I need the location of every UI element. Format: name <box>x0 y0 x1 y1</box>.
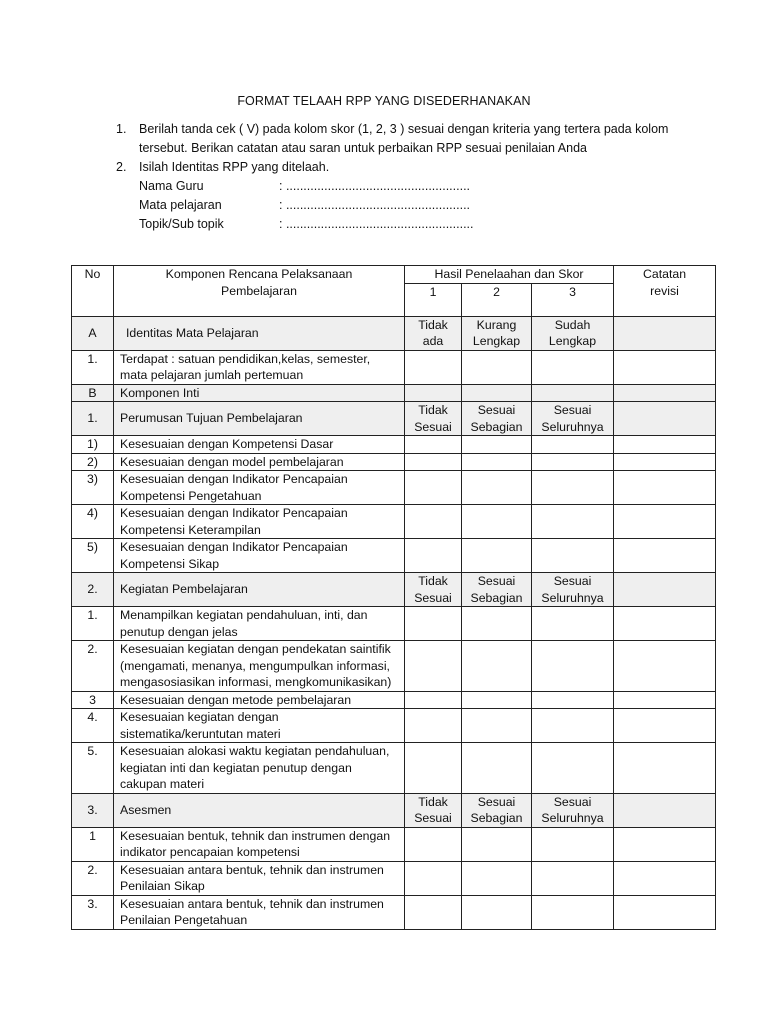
table-row <box>72 350 716 384</box>
table-row <box>72 827 716 861</box>
score-cell-2[interactable] <box>462 743 532 794</box>
instruction-number: 2. <box>116 160 127 174</box>
header-catatan: Catatan revisi <box>614 266 716 317</box>
score-cell-3[interactable] <box>532 350 614 384</box>
score-cell-2[interactable] <box>462 471 532 505</box>
item-text: Kesesuaian dengan Indikator Pencapaian Kompetensi Sikap <box>114 539 405 573</box>
score-cell-1[interactable] <box>405 709 462 743</box>
item-text: Kesesuaian alokasi waktu kegiatan pendahuluan, kegiatan inti dan kegiatan penutup dengan cakupan materi <box>114 743 405 794</box>
score-cell-2[interactable] <box>462 436 532 454</box>
header-score-3: 3 <box>532 283 614 316</box>
catatan-cell[interactable] <box>614 350 716 384</box>
instruction-item <box>116 120 686 158</box>
catatan-cell[interactable] <box>614 895 716 929</box>
section-score-label: Sesuai Sebagian <box>462 793 532 827</box>
catatan-cell[interactable] <box>614 607 716 641</box>
instruction-item <box>116 158 686 177</box>
score-cell-2[interactable] <box>462 895 532 929</box>
catatan-cell[interactable] <box>614 827 716 861</box>
section-score-label <box>462 384 532 402</box>
score-cell-1[interactable] <box>405 827 462 861</box>
document-title: FORMAT TELAAH RPP YANG DISEDERHANAKAN <box>237 94 531 108</box>
score-cell-1[interactable] <box>405 641 462 692</box>
field-label: Mata pelajaran <box>139 198 222 212</box>
field-topik <box>139 215 686 234</box>
instruction-text: Berilah tanda cek ( V) pada kolom skor (1, 2, 3 ) sesuai dengan kriteria yang tertera pada kolom tersebut. Berikan catatan atau saran untuk perbaikan RPP sesuai penilaian Anda <box>139 122 669 155</box>
catatan-cell[interactable] <box>614 641 716 692</box>
score-cell-3[interactable] <box>532 641 614 692</box>
section-score-label: Tidak Sesuai <box>405 573 462 607</box>
review-table-body <box>72 266 716 930</box>
header-hasil: Hasil Penelaahan dan Skor <box>405 266 614 284</box>
item-no: 1. <box>72 607 114 641</box>
catatan-cell[interactable] <box>614 505 716 539</box>
item-text: Kesesuaian dengan metode pembelajaran <box>114 691 405 709</box>
score-cell-3[interactable] <box>532 861 614 895</box>
header-no: No <box>72 266 114 317</box>
section-no: 3. <box>72 793 114 827</box>
item-text: Kesesuaian dengan model pembelajaran <box>114 453 405 471</box>
catatan-cell[interactable] <box>614 384 716 402</box>
score-cell-1[interactable] <box>405 895 462 929</box>
item-no: 4. <box>72 709 114 743</box>
section-label: Komponen Inti <box>114 384 405 402</box>
section-row <box>72 402 716 436</box>
section-score-label: Sudah Lengkap <box>532 316 614 350</box>
score-cell-2[interactable] <box>462 827 532 861</box>
instruction-number: 1. <box>116 122 127 136</box>
section-score-label: Sesuai Sebagian <box>462 402 532 436</box>
section-row <box>72 573 716 607</box>
score-cell-3[interactable] <box>532 691 614 709</box>
section-label: Kegiatan Pembelajaran <box>114 573 405 607</box>
score-cell-2[interactable] <box>462 641 532 692</box>
section-row <box>72 384 716 402</box>
catatan-cell[interactable] <box>614 539 716 573</box>
score-cell-3[interactable] <box>532 505 614 539</box>
field-label: Nama Guru <box>139 179 204 193</box>
section-row <box>72 793 716 827</box>
review-table <box>71 265 716 930</box>
catatan-cell[interactable] <box>614 453 716 471</box>
catatan-cell[interactable] <box>614 573 716 607</box>
score-cell-1[interactable] <box>405 350 462 384</box>
instructions <box>116 120 686 234</box>
score-cell-3[interactable] <box>532 827 614 861</box>
section-score-label <box>532 384 614 402</box>
section-score-label: Tidak ada <box>405 316 462 350</box>
catatan-cell[interactable] <box>614 743 716 794</box>
section-no: 2. <box>72 573 114 607</box>
section-score-label <box>405 384 462 402</box>
score-cell-3[interactable] <box>532 709 614 743</box>
score-cell-2[interactable] <box>462 350 532 384</box>
catatan-cell[interactable] <box>614 861 716 895</box>
item-no: 5. <box>72 743 114 794</box>
item-no: 3) <box>72 471 114 505</box>
field-nama-guru <box>139 177 686 196</box>
catatan-cell[interactable] <box>614 436 716 454</box>
catatan-cell[interactable] <box>614 316 716 350</box>
score-cell-1[interactable] <box>405 505 462 539</box>
field-value[interactable]: : ...................................................... <box>279 217 474 231</box>
item-no: 2. <box>72 861 114 895</box>
instruction-text: Isilah Identitas RPP yang ditelaah. <box>139 160 330 174</box>
table-row <box>72 607 716 641</box>
item-text: Kesesuaian antara bentuk, tehnik dan instrumen Penilaian Sikap <box>114 861 405 895</box>
item-no: 3 <box>72 691 114 709</box>
score-cell-3[interactable] <box>532 539 614 573</box>
catatan-cell[interactable] <box>614 471 716 505</box>
score-cell-2[interactable] <box>462 505 532 539</box>
field-value[interactable]: : ..................................................... <box>279 179 471 193</box>
table-row <box>72 436 716 454</box>
item-text: Terdapat : satuan pendidikan,kelas, semester, mata pelajaran jumlah pertemuan <box>114 350 405 384</box>
table-row <box>72 709 716 743</box>
table-row <box>72 895 716 929</box>
item-no: 5) <box>72 539 114 573</box>
score-cell-2[interactable] <box>462 607 532 641</box>
section-score-label: Sesuai Sebagian <box>462 573 532 607</box>
section-label: Perumusan Tujuan Pembelajaran <box>114 402 405 436</box>
section-no: 1. <box>72 402 114 436</box>
score-cell-1[interactable] <box>405 471 462 505</box>
item-text: Kesesuaian dengan Indikator Pencapaian Kompetensi Pengetahuan <box>114 471 405 505</box>
table-row <box>72 691 716 709</box>
score-cell-1[interactable] <box>405 691 462 709</box>
score-cell-2[interactable] <box>462 539 532 573</box>
score-cell-1[interactable] <box>405 453 462 471</box>
score-cell-2[interactable] <box>462 691 532 709</box>
score-cell-3[interactable] <box>532 743 614 794</box>
item-no: 2) <box>72 453 114 471</box>
item-text: Kesesuaian bentuk, tehnik dan instrumen dengan indikator pencapaian kompetensi <box>114 827 405 861</box>
section-label: Identitas Mata Pelajaran <box>114 316 405 350</box>
table-row <box>72 641 716 692</box>
header-score-1: 1 <box>405 283 462 316</box>
item-text: Kesesuaian dengan Kompetensi Dasar <box>114 436 405 454</box>
score-cell-1[interactable] <box>405 607 462 641</box>
score-cell-2[interactable] <box>462 861 532 895</box>
table-row <box>72 861 716 895</box>
score-cell-1[interactable] <box>405 539 462 573</box>
score-cell-3[interactable] <box>532 895 614 929</box>
catatan-cell[interactable] <box>614 793 716 827</box>
table-row <box>72 471 716 505</box>
section-score-label: Tidak Sesuai <box>405 793 462 827</box>
field-value[interactable]: : ..................................................... <box>279 198 471 212</box>
table-row <box>72 505 716 539</box>
section-no: A <box>72 316 114 350</box>
item-text: Kesesuaian antara bentuk, tehnik dan instrumen Penilaian Pengetahuan <box>114 895 405 929</box>
section-no: B <box>72 384 114 402</box>
score-cell-1[interactable] <box>405 436 462 454</box>
section-score-label: Sesuai Seluruhnya <box>532 793 614 827</box>
score-cell-1[interactable] <box>405 743 462 794</box>
table-row <box>72 453 716 471</box>
header-score-2: 2 <box>462 283 532 316</box>
score-cell-1[interactable] <box>405 861 462 895</box>
header-row <box>72 266 716 284</box>
item-text: Kesesuaian kegiatan dengan sistematika/keruntutan materi <box>114 709 405 743</box>
section-label: Asesmen <box>114 793 405 827</box>
section-score-label: Kurang Lengkap <box>462 316 532 350</box>
score-cell-2[interactable] <box>462 709 532 743</box>
section-score-label: Tidak Sesuai <box>405 402 462 436</box>
score-cell-3[interactable] <box>532 607 614 641</box>
score-cell-2[interactable] <box>462 453 532 471</box>
item-no: 1. <box>72 350 114 384</box>
catatan-cell[interactable] <box>614 402 716 436</box>
item-no: 4) <box>72 505 114 539</box>
item-text: Kesesuaian kegiatan dengan pendekatan saintifik (mengamati, menanya, mengumpulkan informasi, mengasosiasikan informasi, mengkomunikasikan) <box>114 641 405 692</box>
field-mata-pelajaran <box>139 196 686 215</box>
table-row <box>72 539 716 573</box>
section-row <box>72 316 716 350</box>
section-score-label: Sesuai Seluruhnya <box>532 573 614 607</box>
item-no: 2. <box>72 641 114 692</box>
score-cell-3[interactable] <box>532 436 614 454</box>
item-no: 1 <box>72 827 114 861</box>
item-no: 1) <box>72 436 114 454</box>
table-row <box>72 743 716 794</box>
field-label: Topik/Sub topik <box>139 217 224 231</box>
item-text: Kesesuaian dengan Indikator Pencapaian Kompetensi Keterampilan <box>114 505 405 539</box>
item-no: 3. <box>72 895 114 929</box>
section-score-label: Sesuai Seluruhnya <box>532 402 614 436</box>
catatan-cell[interactable] <box>614 691 716 709</box>
catatan-cell[interactable] <box>614 709 716 743</box>
identity-fields <box>139 177 686 234</box>
score-cell-3[interactable] <box>532 471 614 505</box>
header-komponen: Komponen Rencana Pelaksanaan Pembelajaran <box>114 266 405 317</box>
score-cell-3[interactable] <box>532 453 614 471</box>
item-text: Menampilkan kegiatan pendahuluan, inti, dan penutup dengan jelas <box>114 607 405 641</box>
